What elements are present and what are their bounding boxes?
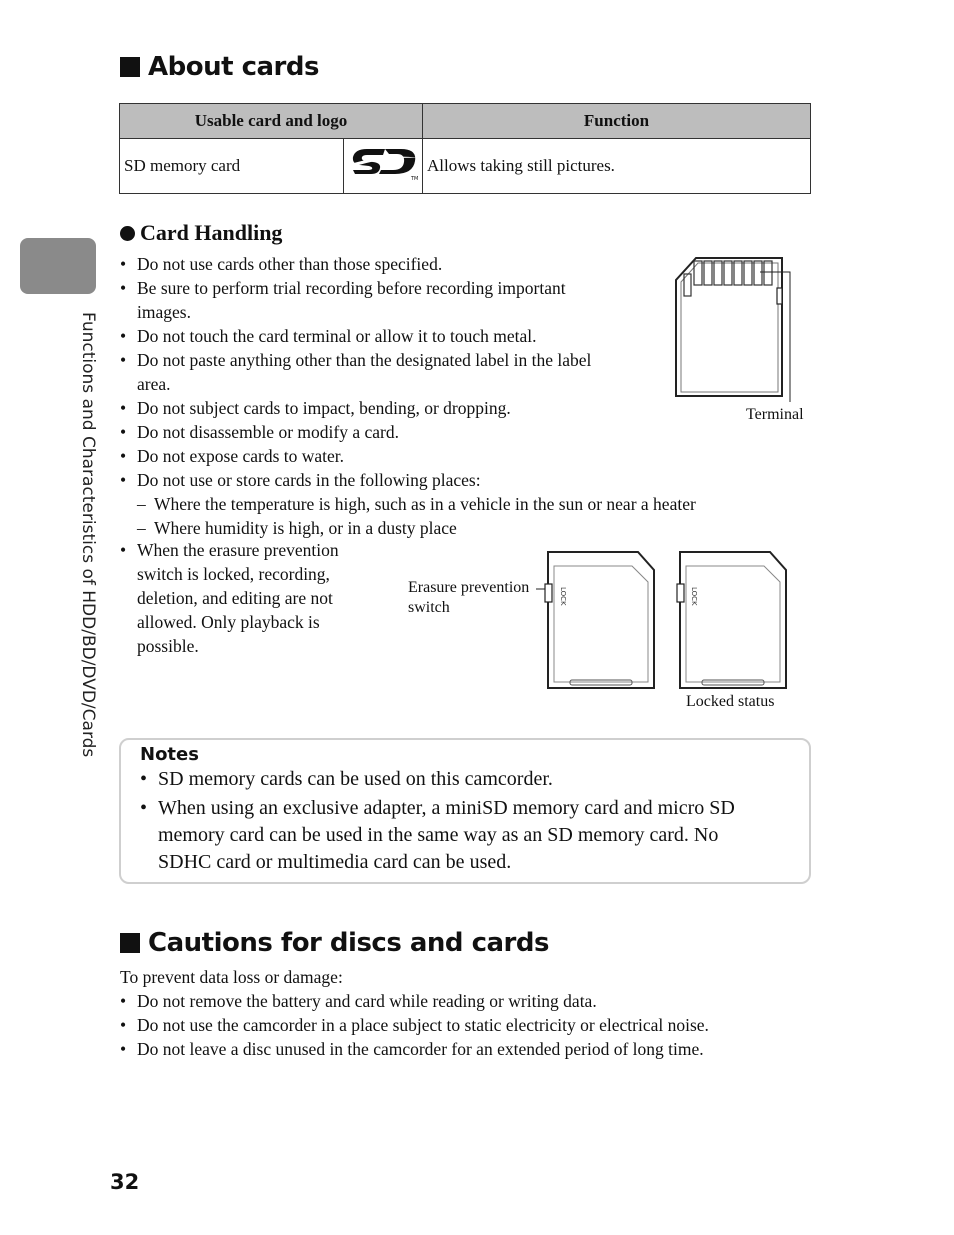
notes-title: Notes bbox=[140, 744, 199, 765]
sub-list-item: – Where humidity is high, or in a dusty place bbox=[137, 518, 457, 538]
list-item: • Do not use cards other than those specified. bbox=[120, 254, 443, 274]
table-row bbox=[120, 139, 811, 194]
cautions-intro: To prevent data loss or damage: bbox=[120, 967, 343, 987]
note-item: • When using an exclusive adapter, a miniSD memory card and micro SD memory card can be used in the same way as an SD memory card. No SDHC card or multimedia card can be used. bbox=[140, 797, 735, 873]
chapter-side-label: Functions and Characteristics of HDD/BD/DVD/Cards bbox=[78, 312, 98, 758]
terminal-label: Terminal bbox=[746, 406, 804, 423]
card-handling-heading: Card Handling bbox=[120, 220, 282, 246]
list-item: • Do not expose cards to water. bbox=[120, 446, 345, 466]
list-item: • Do not subject cards to impact, bending, or dropping. bbox=[120, 398, 511, 418]
notes-list bbox=[140, 766, 800, 878]
svg-text:LOCK: LOCK bbox=[690, 587, 698, 606]
svg-text:TM: TM bbox=[410, 175, 419, 182]
list-item: • Do not remove the battery and card while reading or writing data. bbox=[120, 991, 597, 1011]
list-item: • Do not use or store cards in the following places: bbox=[120, 470, 481, 490]
usable-cards-table bbox=[119, 103, 811, 194]
list-item: • Do not disassemble or modify a card. bbox=[120, 422, 399, 442]
locked-status-label: Locked status bbox=[686, 693, 775, 710]
erasure-switch-label: Erasure prevention switch bbox=[408, 579, 530, 616]
chapter-tab bbox=[20, 238, 96, 294]
about-cards-heading: About cards bbox=[120, 52, 319, 82]
sd-logo-icon bbox=[345, 144, 421, 184]
heading-square-icon bbox=[120, 57, 140, 77]
table-header-card: Usable card and logo bbox=[120, 104, 423, 139]
function-cell: Allows taking still pictures. bbox=[423, 139, 811, 194]
cautions-section bbox=[120, 965, 820, 1061]
sd-card-terminal-diagram bbox=[672, 252, 802, 402]
sd-card-lock-diagrams bbox=[532, 546, 792, 694]
list-item: • Do not touch the card terminal or allow it to touch metal. bbox=[120, 326, 537, 346]
heading-square-icon bbox=[120, 933, 140, 953]
notes-box bbox=[119, 738, 811, 884]
page-number: 32 bbox=[110, 1170, 140, 1194]
list-item: • Be sure to perform trial recording before recording important images. bbox=[120, 278, 566, 322]
bullet-circle-icon bbox=[120, 226, 135, 241]
card-handling-list bbox=[120, 252, 760, 492]
svg-text:LOCK: LOCK bbox=[559, 587, 567, 606]
note-item: • SD memory cards can be used on this camcorder. bbox=[140, 768, 553, 790]
cautions-heading: Cautions for discs and cards bbox=[120, 928, 549, 958]
list-item: • Do not leave a disc unused in the camcorder for an extended period of long time. bbox=[120, 1039, 704, 1059]
card-name-cell: SD memory card bbox=[120, 139, 344, 194]
erasure-list-item: • When the erasure prevention switch is locked, recording, deletion, and editing are not allowed. Only playback is possible. bbox=[120, 540, 339, 656]
table-header-function: Function bbox=[423, 104, 811, 139]
places-sublist bbox=[137, 492, 797, 540]
list-item: • Do not use the camcorder in a place subject to static electricity or electrical noise. bbox=[120, 1015, 709, 1035]
sd-logo-cell bbox=[343, 139, 422, 194]
list-item: • Do not paste anything other than the designated label in the label area. bbox=[120, 350, 592, 394]
sub-list-item: – Where the temperature is high, such as in a vehicle in the sun or near a heater bbox=[137, 494, 696, 514]
